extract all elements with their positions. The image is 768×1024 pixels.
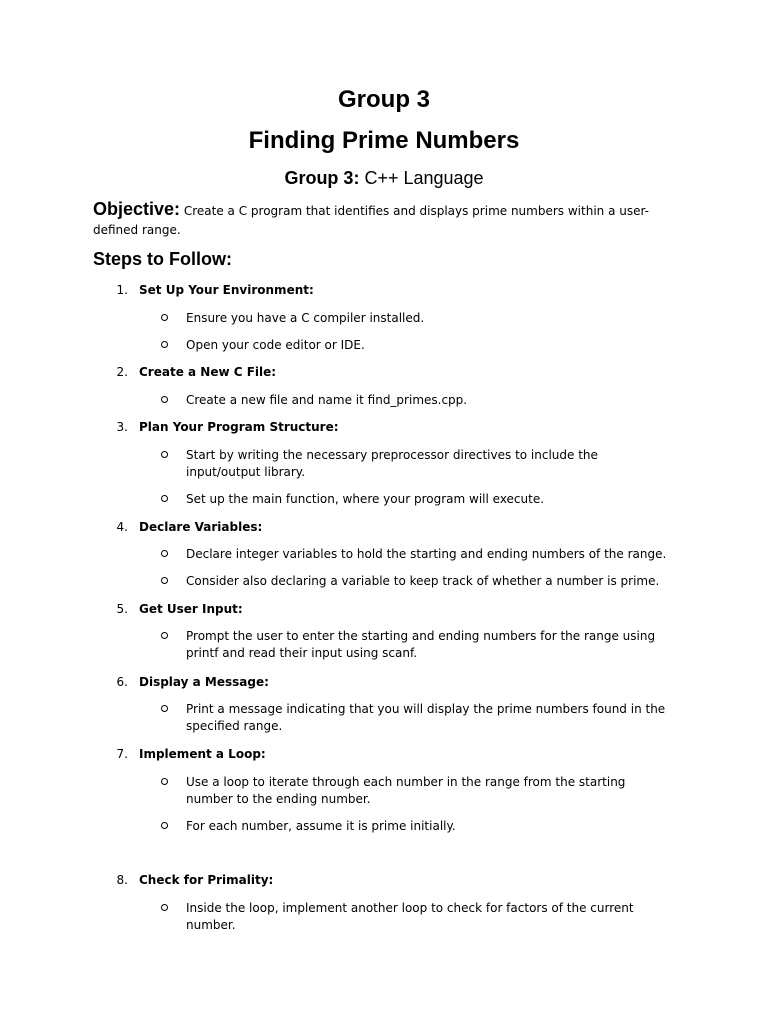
step-number: 3. — [116, 420, 128, 434]
subtitle-label: Group 3: — [284, 168, 360, 188]
step-number: 4. — [116, 520, 128, 534]
list-item-text: Consider also declaring a variable to keep track of whether a number is prime. — [186, 574, 660, 588]
list-item-text: Set up the main function, where your program will execute. — [186, 492, 545, 506]
circle-bullet-icon — [161, 314, 168, 321]
step-title: Implement a Loop: — [139, 747, 266, 761]
step-title: Check for Primality: — [139, 873, 274, 887]
list-item-text: Open your code editor or IDE. — [186, 338, 365, 352]
objective-text: Create a C program that identifies and displays prime numbers within a user-defined range. — [93, 204, 649, 237]
circle-bullet-icon — [161, 550, 168, 557]
step-number: 7. — [116, 747, 128, 761]
page-title: Finding Prime Numbers — [248, 127, 520, 154]
objective-label: Objective: — [93, 199, 181, 219]
subtitle — [0, 168, 768, 189]
step-title: Get User Input: — [139, 602, 243, 616]
list-item-text: Declare integer variables to hold the starting and ending numbers of the range. — [186, 547, 667, 561]
circle-bullet-icon — [161, 577, 168, 584]
subtitle-text: C++ Language — [364, 168, 484, 188]
list-item-text: Ensure you have a C compiler installed. — [186, 311, 425, 325]
step-number: 6. — [116, 675, 128, 689]
group-title: Group 3 — [337, 86, 430, 113]
list-item-text: Use a loop to iterate through each number in the range from the starting number to the ending number. — [186, 775, 626, 806]
step-number: 5. — [116, 602, 128, 616]
circle-bullet-icon — [161, 451, 168, 458]
step-number: 8. — [116, 873, 128, 887]
circle-bullet-icon — [161, 396, 168, 403]
step-title: Plan Your Program Structure: — [139, 420, 339, 434]
circle-bullet-icon — [161, 822, 168, 829]
step-title: Declare Variables: — [139, 520, 263, 534]
circle-bullet-icon — [161, 705, 168, 712]
list-item-text: Print a message indicating that you will display the prime numbers found in the specified range. — [186, 702, 666, 733]
circle-bullet-icon — [161, 341, 168, 348]
step-title: Display a Message: — [139, 675, 269, 689]
list-item-text: Inside the loop, implement another loop to check for factors of the current number. — [186, 901, 634, 932]
circle-bullet-icon — [161, 495, 168, 502]
list-item-text: Create a new file and name it find_primes.cpp. — [186, 393, 468, 407]
step-number: 2. — [116, 365, 128, 379]
circle-bullet-icon — [161, 778, 168, 785]
circle-bullet-icon — [161, 632, 168, 639]
step-number: 1. — [116, 283, 128, 297]
step-title: Set Up Your Environment: — [139, 283, 314, 297]
objective-paragraph — [93, 200, 653, 240]
steps-heading: Steps to Follow: — [93, 249, 232, 269]
step-title: Create a New C File: — [139, 365, 277, 379]
circle-bullet-icon — [161, 904, 168, 911]
list-item-text: Start by writing the necessary preprocessor directives to include the input/output library. — [186, 448, 598, 479]
list-item-text: Prompt the user to enter the starting and ending numbers for the range using printf and read their input using scanf. — [186, 629, 656, 660]
list-item-text: For each number, assume it is prime initially. — [186, 819, 456, 833]
